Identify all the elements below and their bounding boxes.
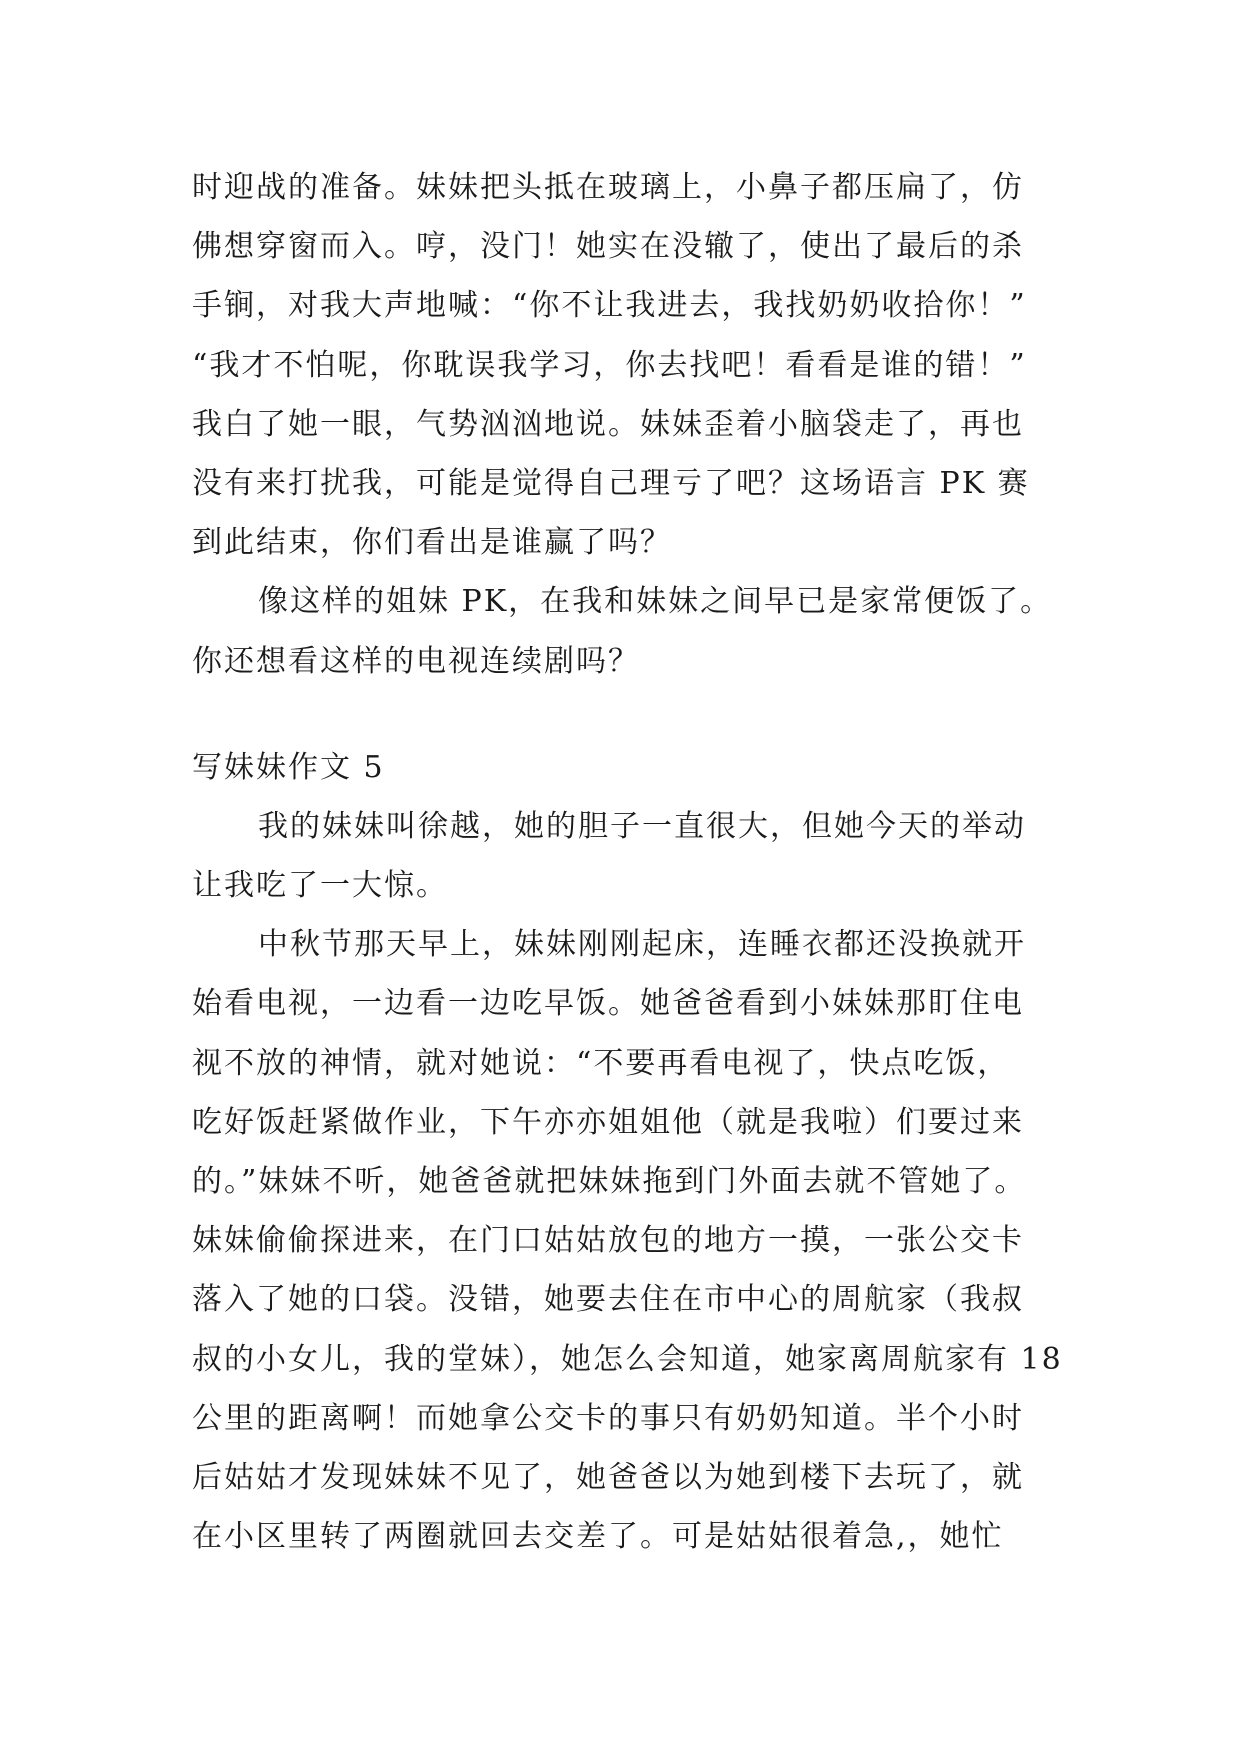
text-line: 吃好饭赶紧做作业，下午亦亦姐姐他（就是我啦）们要过来	[192, 1104, 1024, 1140]
text-line: 你还想看这样的电视连续剧吗？	[192, 643, 640, 679]
text-line: 后姑姑才发现妹妹不见了，她爸爸以为她到楼下去玩了，就	[192, 1459, 1024, 1495]
text-line: 我的妹妹叫徐越，她的胆子一直很大，但她今天的举动	[258, 808, 1026, 844]
text-line: 视不放的神情，就对她说：“不要再看电视了，快点吃饭，	[192, 1045, 1010, 1081]
text-line: 没有来打扰我，可能是觉得自己理亏了吧？这场语言 PK 赛	[192, 465, 1030, 501]
text-line: 落入了她的口袋。没错，她要去住在市中心的周航家（我叔	[192, 1282, 1024, 1318]
text-line: 手锏，对我大声地喊：“你不让我进去，我找奶奶收拾你！”	[192, 288, 1027, 324]
text-line: 公里的距离啊！而她拿公交卡的事只有奶奶知道。半个小时	[192, 1400, 1024, 1436]
text-line: 让我吃了一大惊。	[192, 868, 448, 904]
paragraph-pk	[192, 572, 1072, 690]
text-line: 始看电视，一边看一边吃早饭。她爸爸看到小妹妹那盯住电	[192, 986, 1024, 1022]
text-line: 像这样的姐妹 PK，在我和妹妹之间早已是家常便饭了。	[258, 584, 1053, 620]
text-line: 妹妹偷偷探进来，在门口姑姑放包的地方一摸，一张公交卡	[192, 1223, 1024, 1259]
text-line: 到此结束，你们看出是谁赢了吗？	[192, 525, 672, 561]
text-line: “我才不怕呢，你耽误我学习，你去找吧！看看是谁的错！”	[192, 347, 1027, 383]
text-line: 叔的小女儿，我的堂妹），她怎么会知道，她家离周航家有 18	[192, 1341, 1063, 1377]
section-title: 写妹妹作文 5	[192, 749, 385, 785]
document-body	[192, 158, 1072, 1566]
text-line: 佛想穿窗而入。哼，没门！她实在没辙了，使出了最后的杀	[192, 229, 1024, 265]
paragraph-continued	[192, 158, 1072, 572]
text-line: 中秋节那天早上，妹妹刚刚起床，连睡衣都还没换就开	[258, 927, 1026, 963]
text-line: 的。”妹妹不听，她爸爸就把妹妹拖到门外面去就不管她了。	[192, 1164, 1027, 1199]
paragraph-story	[192, 915, 1072, 1566]
paragraph-intro	[192, 797, 1072, 915]
text-line: 在小区里转了两圈就回去交差了。可是姑姑很着急,，她忙	[192, 1519, 1004, 1555]
text-line: 我白了她一眼，气势汹汹地说。妹妹歪着小脑袋走了，再也	[192, 406, 1024, 442]
text-line: 时迎战的准备。妹妹把头抵在玻璃上，小鼻子都压扁了，仿	[192, 170, 1024, 205]
